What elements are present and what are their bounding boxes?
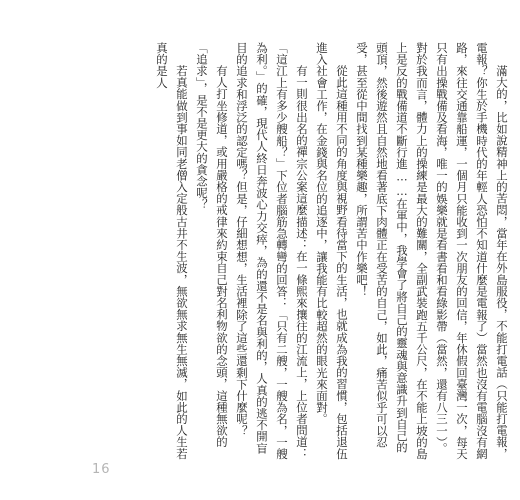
paragraph: 若真能做到事如同老僧入定般古井不生波，無欲無求無生無滅，如此的人生若真的是人 bbox=[155, 42, 189, 460]
book-page bbox=[14, 20, 520, 460]
body-text bbox=[152, 42, 512, 460]
paragraph: 從此這種用不同的角度與視野看待當下的生活，也就成為我的習慣，包括退伍進入社會工作，在金錢與名位的追逐中，讓我能有比較超然的眼光來面對。 bbox=[315, 42, 349, 460]
paragraph: 滿大的，比如說精神上的苦悶，當年在外島服役，不能打電話（只能打電報，電報？你生於手機時代的年輕人恐怕不知道什麼是電報了）當然也沒有電腦沒有網路，來往交通靠船運，一個月只能收到一次朋友的回信，年休假回臺灣一次，每天只有出操戰備及看海，唯一的娛樂就是看書看和看綠影帶（當然，還有八三一）。對於我而言，體力上的操練是最大的難關，全副武裝跑五千公尺，在不能上坡的島上是反的戰備道不斷行進……在軍中，我學會了將自己的靈魂與意識升到自己的頭頂，然後遊然且自然地看著底下肉體正在受苦的自己，如此，痛苦似乎可以忍受，甚至從中間找到某種樂趣，所謂苦中作樂吧！ bbox=[355, 42, 509, 460]
paragraph: 有一則很出名的禪宗公案這麼描述：在一條熙來攘往的江流上，上位者問道：「這江上有多少艘船？」下位者腦筋急轉彎的回答：「只有二艘，一艘為名，一艘為利。」的確，現代人終日奔波心力交瘁，為的還不是名與利的，人真的逃不開盲目的追求和浮泛的認定嗎？但是，仔細想想，生活裡除了這些還剩下什麼呢？ bbox=[235, 42, 309, 460]
page-number: 16 bbox=[92, 462, 111, 477]
paragraph: 有人打坐修道，或用嚴格的戒律來約束自己對名利物欲的念頭，這種無欲的「追求」，是不是更大的貪念呢？ bbox=[195, 42, 229, 448]
